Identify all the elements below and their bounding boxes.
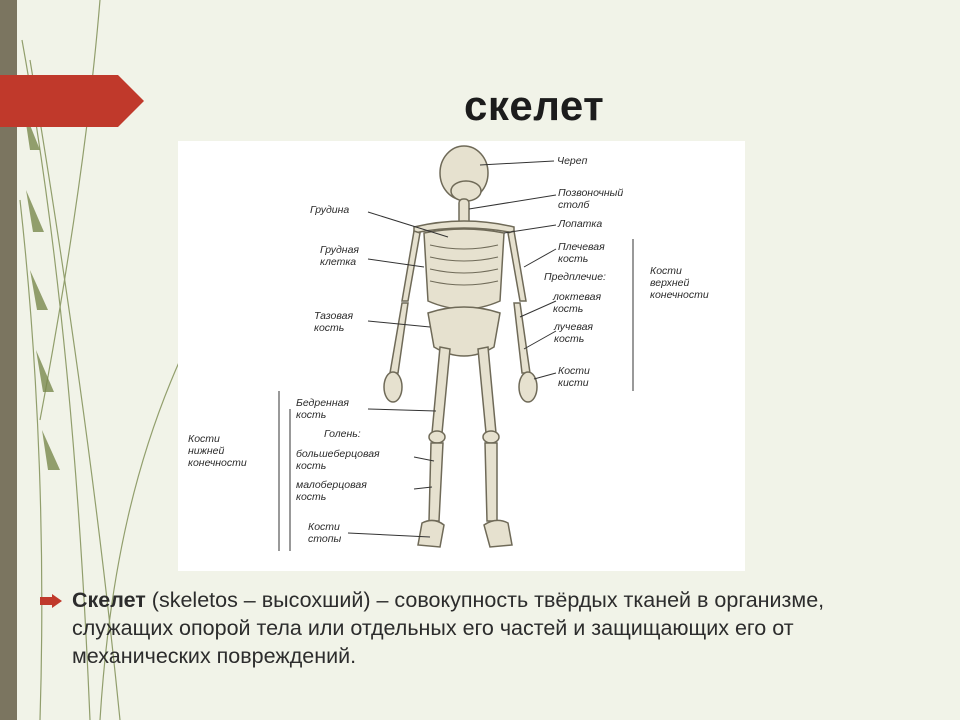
label-hand: Кости кисти [558,365,590,389]
label-humerus: Плечевая кость [558,241,605,265]
title-accent-tab [0,75,144,127]
definition-paragraph [72,586,892,670]
definition-term: Скелет [72,588,146,612]
label-fibula: малоберцовая кость [296,479,367,503]
label-forearm: Предплечие: [544,271,606,283]
definition-body: (skeletos – высохший) – совокупность твёрдых тканей в организме, служащих опорой тела или отдельных его частей и защищающих его от механических повреждений. [72,588,825,668]
label-skull: Череп [557,155,588,167]
label-shin: Голень: [324,428,361,440]
skeleton-drawing [178,141,745,571]
label-scapula: Лопатка [558,218,603,230]
label-upper-limb: Кости верхней конечности [650,265,709,301]
label-lower-limb: Кости нижней конечности [188,433,247,469]
label-radius: лучевая кость [554,321,594,345]
label-femur: Бедренная кость [296,397,350,421]
skeleton-figure [178,141,745,571]
label-sternum: Грудина [310,204,350,216]
label-tibia: большеберцовая кость [296,448,380,472]
label-ulna: локтевая кость [553,291,602,315]
label-pelvis: Тазовая кость [314,310,354,334]
label-foot: Кости стопы [308,521,342,545]
label-spine: Позвоночный столб [558,187,624,211]
label-ribcage: Грудная клетка [320,244,360,268]
slide-title: скелет [464,82,605,129]
bullet-arrow-icon [40,594,62,608]
